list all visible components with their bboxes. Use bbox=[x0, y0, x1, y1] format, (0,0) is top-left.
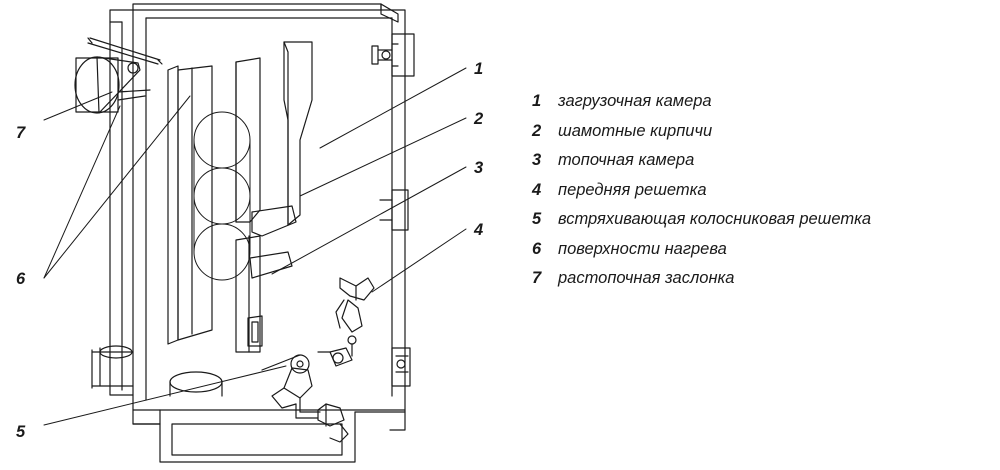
legend-item-number: 4 bbox=[532, 180, 542, 199]
legend-item bbox=[532, 269, 992, 288]
callout-number-6: 6 bbox=[16, 270, 26, 288]
callout-number-3: 3 bbox=[474, 159, 484, 177]
legend-item-label: топочная камера bbox=[558, 151, 695, 169]
legend-item-label: загрузочная камера bbox=[558, 92, 712, 110]
legend-item-label: встряхивающая колосниковая решетка bbox=[558, 210, 872, 228]
callout-number-5: 5 bbox=[16, 423, 26, 441]
legend-item-number: 7 bbox=[532, 269, 542, 287]
legend-item bbox=[532, 92, 992, 111]
legend bbox=[532, 92, 992, 299]
legend-item bbox=[532, 240, 992, 259]
legend-item bbox=[532, 151, 992, 170]
legend-item-label: поверхности нагрева bbox=[558, 239, 727, 258]
callout-number-2: 2 bbox=[474, 110, 484, 128]
legend-item-label: передняя решетка bbox=[558, 180, 707, 199]
legend-item-number: 6 bbox=[532, 239, 542, 258]
legend-item bbox=[532, 122, 992, 141]
legend-item-number: 3 bbox=[532, 151, 542, 169]
legend-item-number: 1 bbox=[532, 92, 542, 110]
legend-item-label: растопочная заслонка bbox=[558, 269, 735, 287]
legend-item bbox=[532, 181, 992, 200]
callout-number-4: 4 bbox=[474, 221, 484, 239]
callout-number-7: 7 bbox=[16, 124, 26, 142]
legend-item bbox=[532, 210, 992, 229]
legend-item-number: 2 bbox=[532, 121, 542, 140]
callout-number-1: 1 bbox=[474, 60, 484, 78]
legend-item-number: 5 bbox=[532, 210, 542, 228]
legend-item-label: шамотные кирпичи bbox=[558, 121, 713, 140]
